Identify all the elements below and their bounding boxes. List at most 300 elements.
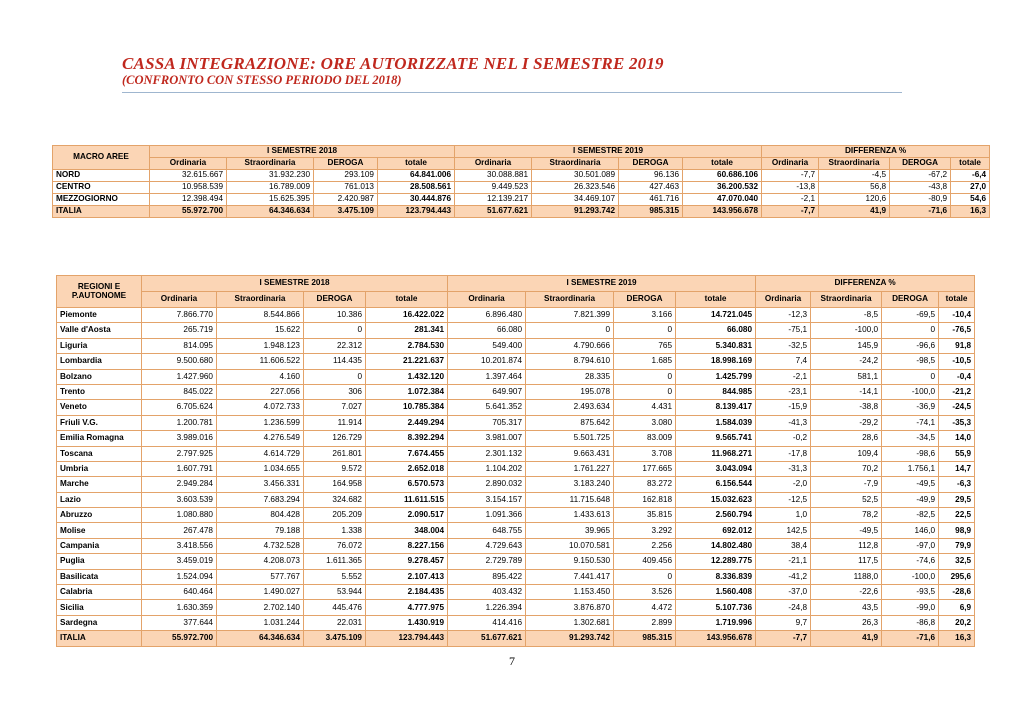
table-cell: 14.721.045 (676, 308, 756, 323)
col-totale: totale (378, 158, 455, 170)
table-cell: 267.478 (142, 523, 217, 538)
table-cell: 26.323.546 (532, 182, 619, 194)
table-cell: -97,0 (882, 538, 939, 553)
table-cell: 79,9 (939, 538, 975, 553)
table-cell: 281.341 (366, 323, 448, 338)
table-cell: 4.614.729 (217, 446, 304, 461)
table-cell: -24,8 (756, 600, 811, 615)
row-label: CENTRO (53, 182, 150, 194)
row-label: Umbria (57, 461, 142, 476)
col-totale: totale (683, 158, 762, 170)
table-cell: 4.777.975 (366, 600, 448, 615)
table-cell: 55,9 (939, 446, 975, 461)
table-cell: -49,5 (882, 477, 939, 492)
table-cell: 15.032.623 (676, 492, 756, 507)
table-cell: -43,8 (890, 182, 951, 194)
table-cell: 22.031 (304, 615, 366, 630)
row-label: Lombardia (57, 354, 142, 369)
table-cell: 1.080.880 (142, 508, 217, 523)
table-cell: 1.034.655 (217, 461, 304, 476)
table-cell: 4.732.528 (217, 538, 304, 553)
table-cell: -2,1 (762, 194, 819, 206)
table-cell: 3.166 (614, 308, 676, 323)
table-cell: 9.500.680 (142, 354, 217, 369)
table-cell: 7.866.770 (142, 308, 217, 323)
table-row (57, 600, 975, 615)
table-cell: 41,9 (811, 631, 882, 646)
table-cell: 142,5 (756, 523, 811, 538)
table-cell: 4.160 (217, 369, 304, 384)
table-cell: 20,2 (939, 615, 975, 630)
table-cell: 427.463 (619, 182, 683, 194)
table-cell: 54,6 (951, 194, 990, 206)
table-cell: -49,9 (882, 492, 939, 507)
table-cell: 1.031.244 (217, 615, 304, 630)
table-cell: -93,5 (882, 585, 939, 600)
table-cell: -6,3 (939, 477, 975, 492)
table-row (57, 369, 975, 384)
table-cell: 8.336.839 (676, 569, 756, 584)
table-cell: 4.276.549 (217, 431, 304, 446)
table-row (57, 431, 975, 446)
table-cell: 348.004 (366, 523, 448, 538)
regions-table (56, 275, 975, 647)
col-straordinaria: Straordinaria (526, 292, 614, 308)
table-cell: 3.418.556 (142, 538, 217, 553)
table-cell: -21,2 (939, 384, 975, 399)
table-cell: 31.932.230 (227, 170, 314, 182)
table-row (57, 461, 975, 476)
table-cell: 10.785.384 (366, 400, 448, 415)
table-cell: 56,8 (819, 182, 890, 194)
table-cell: -32,5 (756, 338, 811, 353)
table-cell: -31,3 (756, 461, 811, 476)
table-cell: 9,7 (756, 615, 811, 630)
row-label: Puglia (57, 554, 142, 569)
table-cell: 30.444.876 (378, 194, 455, 206)
table-cell: 51.677.621 (455, 206, 532, 218)
table-cell: 11.914 (304, 415, 366, 430)
table-row (57, 538, 975, 553)
table-cell: 324.682 (304, 492, 366, 507)
table-cell: 112,8 (811, 538, 882, 553)
table-cell: 414.416 (448, 615, 526, 630)
table-cell: 22,5 (939, 508, 975, 523)
table-cell: 15.622 (217, 323, 304, 338)
row-label: Molise (57, 523, 142, 538)
page-subtitle: (CONFRONTO CON STESSO PERIODO DEL 2018) (122, 73, 402, 87)
col-deroga: DEROGA (314, 158, 378, 170)
table-cell: 2.949.284 (142, 477, 217, 492)
table-cell: 91,8 (939, 338, 975, 353)
table-cell: 0 (526, 323, 614, 338)
table-cell: 26,3 (811, 615, 882, 630)
table-row (53, 206, 990, 218)
table-row (53, 182, 990, 194)
regions-table-body (57, 308, 975, 647)
table-cell: 205.209 (304, 508, 366, 523)
table-cell: 64.346.634 (227, 206, 314, 218)
table-cell: 2.090.517 (366, 508, 448, 523)
table-cell: 1.490.027 (217, 585, 304, 600)
table-cell: 4.431 (614, 400, 676, 415)
table-cell: 0 (614, 323, 676, 338)
row-label: Campania (57, 538, 142, 553)
table-cell: 14,7 (939, 461, 975, 476)
table-cell: 2.729.789 (448, 554, 526, 569)
group-header-difference: DIFFERENZA % (762, 146, 990, 158)
table-cell: 2.256 (614, 538, 676, 553)
table-cell: 2.493.634 (526, 400, 614, 415)
table-cell: -0,4 (939, 369, 975, 384)
table-cell: 12.139.217 (455, 194, 532, 206)
table-cell: 4.790.666 (526, 338, 614, 353)
table-cell: -99,0 (882, 600, 939, 615)
row-label: ITALIA (53, 206, 150, 218)
table-cell: 12.289.775 (676, 554, 756, 569)
col-straordinaria: Straordinaria (217, 292, 304, 308)
row-label: Emilia Romagna (57, 431, 142, 446)
table-cell: 96.136 (619, 170, 683, 182)
column-header-row (53, 158, 990, 170)
table-cell: 35.815 (614, 508, 676, 523)
table-row (57, 415, 975, 430)
table-cell: 2.301.132 (448, 446, 526, 461)
table-row (57, 523, 975, 538)
table-cell: 4.729.643 (448, 538, 526, 553)
table-cell: 306 (304, 384, 366, 399)
table-cell: 0 (882, 369, 939, 384)
table-cell: 117,5 (811, 554, 882, 569)
table-cell: -24,2 (811, 354, 882, 369)
table-cell: 3.989.016 (142, 431, 217, 446)
page-title: CASSA INTEGRAZIONE: ORE AUTORIZZATE NEL I SEMESTRE 2019 (122, 54, 664, 73)
table-cell: 804.428 (217, 508, 304, 523)
table-cell: 1.338 (304, 523, 366, 538)
table-cell: 6.156.544 (676, 477, 756, 492)
regions-corner-line2: P.AUTONOME (71, 290, 127, 300)
table-cell: 1.226.394 (448, 600, 526, 615)
table-cell: -76,5 (939, 323, 975, 338)
row-label: Friuli V.G. (57, 415, 142, 430)
table-cell: 28,6 (811, 431, 882, 446)
regions-corner-line1: REGIONI E (77, 282, 121, 292)
table-row (57, 554, 975, 569)
table-cell: 1.756,1 (882, 461, 939, 476)
table-cell: 4.472 (614, 600, 676, 615)
table-row (57, 354, 975, 369)
table-cell: 11.968.271 (676, 446, 756, 461)
table-row (57, 308, 975, 323)
table-cell: 18.998.169 (676, 354, 756, 369)
table-cell: 2.797.925 (142, 446, 217, 461)
table-cell: -100,0 (882, 384, 939, 399)
row-label: Liguria (57, 338, 142, 353)
col-deroga: DEROGA (304, 292, 366, 308)
table-cell: -10,4 (939, 308, 975, 323)
table-cell: -0,2 (756, 431, 811, 446)
table-cell: -96,6 (882, 338, 939, 353)
table-cell: 9.565.741 (676, 431, 756, 446)
col-ordinaria: Ordinaria (142, 292, 217, 308)
group-header-2019: I SEMESTRE 2019 (448, 276, 756, 292)
table-cell: 6.570.573 (366, 477, 448, 492)
row-label: Valle d'Aosta (57, 323, 142, 338)
table-cell: 5.340.831 (676, 338, 756, 353)
col-ordinaria: Ordinaria (455, 158, 532, 170)
table-cell: 461.716 (619, 194, 683, 206)
table-cell: 5.552 (304, 569, 366, 584)
table-cell: 64.346.634 (217, 631, 304, 646)
table-cell: 32,5 (939, 554, 975, 569)
col-ordinaria: Ordinaria (756, 292, 811, 308)
table-cell: 2.899 (614, 615, 676, 630)
table-cell: -98,5 (882, 354, 939, 369)
table-cell: 0 (614, 369, 676, 384)
row-label: Bolzano (57, 369, 142, 384)
table-cell: 1.153.450 (526, 585, 614, 600)
table-cell: -14,1 (811, 384, 882, 399)
row-label: Basilicata (57, 569, 142, 584)
macro-corner-header: MACRO AREE (53, 146, 150, 170)
table-cell: 3.876.870 (526, 600, 614, 615)
table-cell: 98,9 (939, 523, 975, 538)
table-cell: -36,9 (882, 400, 939, 415)
group-header-2018: I SEMESTRE 2018 (150, 146, 455, 158)
table-cell: 1.630.359 (142, 600, 217, 615)
table-cell: 11.715.648 (526, 492, 614, 507)
table-cell: 3.475.109 (314, 206, 378, 218)
table-cell: 109,4 (811, 446, 882, 461)
macro-table-body (53, 170, 990, 218)
table-cell: 21.221.637 (366, 354, 448, 369)
table-cell: 1.948.123 (217, 338, 304, 353)
col-deroga: DEROGA (890, 158, 951, 170)
table-cell: 7,4 (756, 354, 811, 369)
table-cell: 761.013 (314, 182, 378, 194)
table-row (57, 446, 975, 461)
table-cell: 2.449.294 (366, 415, 448, 430)
table-cell: 549.400 (448, 338, 526, 353)
col-totale: totale (676, 292, 756, 308)
table-cell: 765 (614, 338, 676, 353)
table-row (57, 338, 975, 353)
table-cell: 1,0 (756, 508, 811, 523)
row-label: Marche (57, 477, 142, 492)
page-number: 7 (509, 654, 515, 668)
table-cell: 8.227.156 (366, 538, 448, 553)
table-cell: 1.200.781 (142, 415, 217, 430)
table-cell: 83.272 (614, 477, 676, 492)
table-cell: 27,0 (951, 182, 990, 194)
table-cell: 91.293.742 (526, 631, 614, 646)
table-cell: 2.652.018 (366, 461, 448, 476)
table-cell: 1.427.960 (142, 369, 217, 384)
table-cell: 91.293.742 (532, 206, 619, 218)
table-cell: 0 (614, 569, 676, 584)
table-cell: 6,9 (939, 600, 975, 615)
table-cell: 177.665 (614, 461, 676, 476)
table-cell: -71,6 (882, 631, 939, 646)
table-cell: 14,0 (939, 431, 975, 446)
table-cell: 66.080 (676, 323, 756, 338)
table-cell: 2.784.530 (366, 338, 448, 353)
table-cell: 985.315 (614, 631, 676, 646)
table-cell: 1.584.039 (676, 415, 756, 430)
table-cell: 2.890.032 (448, 477, 526, 492)
table-cell: 5.107.736 (676, 600, 756, 615)
table-cell: 985.315 (619, 206, 683, 218)
table-cell: 32.615.667 (150, 170, 227, 182)
col-totale: totale (939, 292, 975, 308)
table-cell: 83.009 (614, 431, 676, 446)
table-cell: 41,9 (819, 206, 890, 218)
col-deroga: DEROGA (614, 292, 676, 308)
row-label: Lazio (57, 492, 142, 507)
table-cell: -82,5 (882, 508, 939, 523)
table-cell: 1.719.996 (676, 615, 756, 630)
table-cell: 7.683.294 (217, 492, 304, 507)
table-cell: -71,6 (890, 206, 951, 218)
table-cell: 377.644 (142, 615, 217, 630)
table-cell: 9.449.523 (455, 182, 532, 194)
table-cell: 16,3 (951, 206, 990, 218)
table-cell: 143.956.678 (676, 631, 756, 646)
table-cell: 16.789.009 (227, 182, 314, 194)
table-cell: -41,3 (756, 415, 811, 430)
table-cell: 875.642 (526, 415, 614, 430)
table-cell: 1.685 (614, 354, 676, 369)
table-cell: 0 (882, 323, 939, 338)
table-cell: 3.154.157 (448, 492, 526, 507)
table-cell: 705.317 (448, 415, 526, 430)
table-cell: -2,1 (756, 369, 811, 384)
table-cell: 1.607.791 (142, 461, 217, 476)
table-cell: 844.985 (676, 384, 756, 399)
row-label: Toscana (57, 446, 142, 461)
table-cell: -29,2 (811, 415, 882, 430)
table-cell: 10.201.874 (448, 354, 526, 369)
table-cell: 227.056 (217, 384, 304, 399)
table-row (53, 170, 990, 182)
col-straordinaria: Straordinaria (811, 292, 882, 308)
table-cell: -100,0 (882, 569, 939, 584)
table-cell: 8.544.866 (217, 308, 304, 323)
table-cell: -2,0 (756, 477, 811, 492)
table-cell: 29,5 (939, 492, 975, 507)
table-cell: 845.022 (142, 384, 217, 399)
row-label: Sicilia (57, 600, 142, 615)
row-label: ITALIA (57, 631, 142, 646)
table-cell: 1.430.919 (366, 615, 448, 630)
table-cell: -34,5 (882, 431, 939, 446)
title-divider (122, 92, 902, 93)
table-row (57, 384, 975, 399)
table-cell: 39.965 (526, 523, 614, 538)
table-cell: -49,5 (811, 523, 882, 538)
table-cell: 1.104.202 (448, 461, 526, 476)
table-cell: 9.150.530 (526, 554, 614, 569)
table-row (57, 323, 975, 338)
table-cell: -8,5 (811, 308, 882, 323)
table-cell: 22.312 (304, 338, 366, 353)
table-cell: 895.422 (448, 569, 526, 584)
table-row (57, 615, 975, 630)
table-cell: -67,2 (890, 170, 951, 182)
table-cell: 30.088.881 (455, 170, 532, 182)
table-cell: -86,8 (882, 615, 939, 630)
col-ordinaria: Ordinaria (762, 158, 819, 170)
table-cell: 55.972.700 (142, 631, 217, 646)
table-cell: 3.080 (614, 415, 676, 430)
table-cell: -24,5 (939, 400, 975, 415)
col-straordinaria: Straordinaria (227, 158, 314, 170)
table-cell: 53.944 (304, 585, 366, 600)
table-cell: 43,5 (811, 600, 882, 615)
table-cell: 195.078 (526, 384, 614, 399)
table-row (57, 508, 975, 523)
table-cell: 14.802.480 (676, 538, 756, 553)
table-row (53, 194, 990, 206)
table-cell: 648.755 (448, 523, 526, 538)
table-cell: -7,7 (762, 206, 819, 218)
table-cell: 577.767 (217, 569, 304, 584)
table-cell: 0 (304, 369, 366, 384)
table-cell: 164.958 (304, 477, 366, 492)
row-label: Trento (57, 384, 142, 399)
row-label: Sardegna (57, 615, 142, 630)
table-row (57, 569, 975, 584)
col-deroga: DEROGA (619, 158, 683, 170)
table-cell: 6.705.624 (142, 400, 217, 415)
table-cell: 4.072.733 (217, 400, 304, 415)
table-cell: 1.302.681 (526, 615, 614, 630)
table-cell: 70,2 (811, 461, 882, 476)
table-cell: 3.183.240 (526, 477, 614, 492)
table-cell: -7,7 (762, 170, 819, 182)
table-cell: 295,6 (939, 569, 975, 584)
table-cell: 0 (614, 384, 676, 399)
table-cell: 1.397.464 (448, 369, 526, 384)
table-cell: 409.456 (614, 554, 676, 569)
table-cell: 114.435 (304, 354, 366, 369)
table-cell: -21,1 (756, 554, 811, 569)
table-cell: 814.095 (142, 338, 217, 353)
table-cell: 146,0 (882, 523, 939, 538)
table-cell: -4,5 (819, 170, 890, 182)
table-cell: 123.794.443 (366, 631, 448, 646)
table-cell: 30.501.089 (532, 170, 619, 182)
table-row (57, 477, 975, 492)
col-straordinaria: Straordinaria (819, 158, 890, 170)
table-cell: 52,5 (811, 492, 882, 507)
table-cell: 5.501.725 (526, 431, 614, 446)
table-cell: 15.625.395 (227, 194, 314, 206)
regions-corner-header (57, 276, 142, 308)
table-cell: 145,9 (811, 338, 882, 353)
row-label: Veneto (57, 400, 142, 415)
table-cell: 0 (304, 323, 366, 338)
table-cell: 12.398.494 (150, 194, 227, 206)
table-cell: 7.821.399 (526, 308, 614, 323)
table-cell: -28,6 (939, 585, 975, 600)
table-cell: 7.674.455 (366, 446, 448, 461)
table-row (57, 492, 975, 507)
table-cell: 1.560.408 (676, 585, 756, 600)
table-cell: 293.109 (314, 170, 378, 182)
table-cell: -10,5 (939, 354, 975, 369)
table-cell: 64.841.006 (378, 170, 455, 182)
